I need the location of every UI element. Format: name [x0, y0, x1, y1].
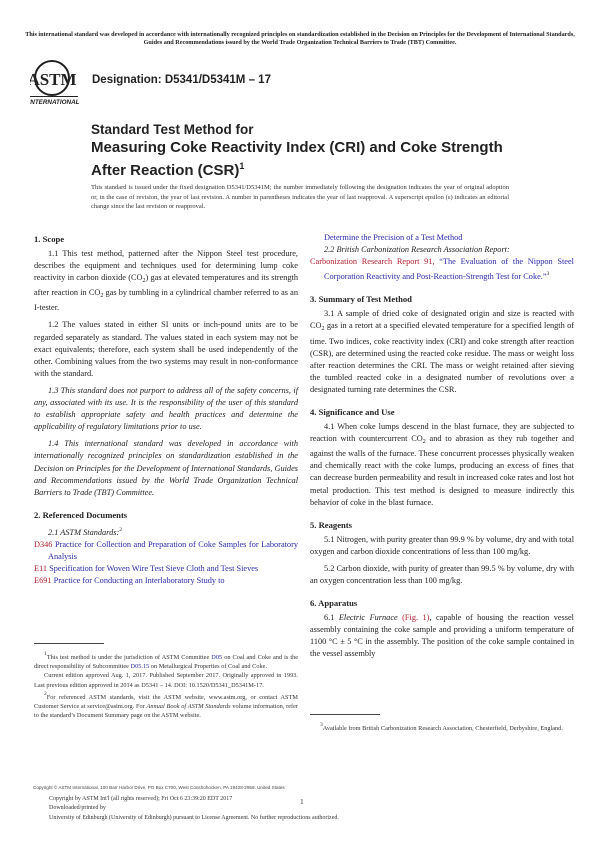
- ref-title-continued[interactable]: Determine the Precision of a Test Method: [324, 233, 463, 242]
- astm-logo-icon: [30, 58, 80, 108]
- ref-e691-continued[interactable]: [310, 232, 574, 244]
- ref-e11[interactable]: [34, 563, 298, 575]
- title-line-2: Measuring Coke Reactivity Index (CRI) and Coke Strength: [91, 139, 503, 156]
- fn2-text-a: For referenced ASTM standards, visit the ASTM website, www.astm.org, or contact ASTM Customer Service at service@astm.org. For: [34, 693, 298, 711]
- footnote-divider: [34, 643, 104, 644]
- rights-line: Copyright by ASTM Int'l (all rights reserved); Fri Oct 6 23:39:20 EDT 2017: [49, 796, 233, 802]
- fn1-text-a: This test method is under the jurisdiction of ASTM Committee: [46, 654, 212, 661]
- p1-1-a: 1.1 This test method, patterned after the Nippon Steel test procedure, describes the equipment and techniques used for determining lump coke reactivity in carbon dioxide (CO: [34, 249, 298, 283]
- svg-text:ASTM: ASTM: [30, 70, 77, 89]
- footnote-3: [310, 721, 574, 733]
- footnote-mark-3[interactable]: 3: [546, 271, 550, 278]
- footnote-3-mark: 3: [320, 722, 323, 728]
- footnote-divider: [310, 714, 380, 715]
- subcommittee-d05-15-link[interactable]: D05.15: [130, 663, 150, 671]
- committee-d05-link[interactable]: D05: [211, 654, 223, 661]
- ref-title[interactable]: “The Evaluation of the Nippon Steel Corporation Reactivity and Post-Reaction-Strength Test for Coke.”: [324, 257, 574, 282]
- p3-1-a: 3.1 A sample of dried coke of designated origin and size is reacted with CO: [310, 309, 574, 331]
- paragraph-1-2: 1.2 The values stated in either SI units or inch-pound units are to be regarded separately as standard. The values stated in each system may not be exact equivalents; therefore, each system shall be used independently of the other. Combining values from the two systems may result in non-conformance with the standard.: [34, 320, 298, 378]
- subscript-2: 2: [321, 326, 325, 333]
- ref-d346[interactable]: [34, 539, 298, 563]
- title-line-3: [91, 157, 503, 180]
- p1-1-b: ) gas at elevated temperatures and its strength after reaction in CO: [34, 273, 298, 298]
- downloaded-line: Downloaded/printed by: [49, 805, 106, 812]
- ref-code[interactable]: Carbonization Research Report 91,: [310, 257, 435, 267]
- p3-1-b: gas in a retort at a specified elevated temperature for a specified length of time. Two indices, coke reactivity index (CRI) and coke strength after reaction (CSR), are determined using the reacted coke residue. The mass or weight loss after reaction determines the CRI. The mass or weight retained after sieving the tumbled reacted coke in a designated number of revolutions over a designated turning rate determines the CSR.: [310, 321, 574, 394]
- tbt-notice: This international standard was developed in accordance with internationally recognized principles on standardization established in the Decision on Principles for the Development of International Standards, Guides and Recommendations issued by the World Trade Organization Technical Barriers to Trade (TBT) Committee.: [25, 31, 575, 47]
- footnote-1-mark: 1: [44, 651, 47, 657]
- left-column: [34, 233, 298, 587]
- issued-note: This standard is issued under the fixed designation D5341/D5341M; the number immediately following the designation indicates the year of original adoption or, in the case of revision, the year of last revision. A number in parentheses indicates the year of last reapproval. A superscript epsilon (ε) indicates an editorial change since the last revision or reapproval.: [91, 184, 509, 211]
- title-footnote-mark[interactable]: 1: [239, 161, 245, 171]
- ref-code[interactable]: D346: [34, 539, 53, 549]
- fn2-italic: Annual Book of ASTM Standards: [146, 703, 231, 711]
- license-line: University of Edinburgh (University of Edinburgh) pursuant to License Agreement. No further reproductions authorized.: [49, 814, 339, 821]
- subsection-2-2: [310, 244, 574, 256]
- paragraph-3-1: [310, 308, 574, 396]
- svg-text:INTERNATIONAL: INTERNATIONAL: [30, 99, 80, 106]
- paragraph-6-1: [310, 612, 574, 660]
- fn3-text: Available from British Carbonization Research Association, Chesterfield, Derbyshire, England.: [322, 725, 563, 732]
- bcra-label: 2.2 British Carbonization Research Association Report:: [324, 245, 510, 255]
- footnotes-right: [310, 714, 574, 733]
- right-column: [310, 232, 574, 665]
- paragraph-5-2: 5.2 Carbon dioxide, with purity of greater than 99.5 % by volume, dry with an oxygen concentration less than 100 mg/kg.: [310, 563, 575, 585]
- p4-1-b: and to abrasion as they rub together and against the walls of the furnace. These concurrent processes physically weaken and chemically react with the coke lumps, producing an excess of fines that can decrease burden permeability and result in increased coke rates and lost hot metal production. This test method is designed to measure indirectly this behavior of coke in the blast furnace.: [310, 434, 575, 507]
- ref-code[interactable]: E691: [34, 576, 52, 586]
- footnotes-left: [34, 643, 298, 720]
- title-line-3-text: After Reaction (CSR): [91, 162, 240, 179]
- section-heading-summary: 3. Summary of Test Method: [310, 294, 412, 305]
- title-line-1: Standard Test Method for: [91, 122, 254, 137]
- p1-1-c: gas by tumbling in a cylindrical chamber referred to as an I-tester.: [34, 288, 298, 313]
- section-heading-apparatus: 6. Apparatus: [310, 598, 358, 609]
- section-heading-significance: 4. Significance and Use: [310, 407, 395, 418]
- section-heading-referenced: 2. Referenced Documents: [34, 509, 128, 520]
- paragraph-4-1: [310, 421, 574, 509]
- subsection-2-1: [34, 524, 298, 539]
- paragraph-1-4: 1.4 This international standard was developed in accordance with internationally recognized principles on standardization established in the Decision on Principles for the Development of International Standards, Guides and Recommendations issued by the World Trade Organization Technical Barriers to Trade (TBT) Committee.: [34, 439, 298, 497]
- paragraph-1-1: [34, 248, 298, 314]
- subscript-2: 2: [142, 278, 146, 285]
- p6-1-num: 6.1: [324, 613, 339, 623]
- footnote-1-edition: Current edition approved Aug. 1, 2017. Published September 2017. Originally approved in 1993. Last previous edition approved in 2014 as D5341 – 14. DOI: 10.1520/D5341_D5341M-17.: [34, 672, 298, 689]
- fig-1-link[interactable]: (Fig. 1): [402, 613, 430, 623]
- ref-title[interactable]: Practice for Collection and Preparation of Coke Samples for Laboratory Analysis: [48, 539, 298, 561]
- fn2-text-b: volume information, refer to the standard’s Document Summary page on the ASTM website.: [34, 703, 299, 720]
- p6-1-rest: , capable of housing the reaction vessel assembly containing the coke sample and providing a uniform temperature of 1100 °C ± 5 °C in the assembly. The position of the coke sample contained in the vessel assembly: [310, 613, 574, 659]
- section-heading-scope: 1. Scope: [34, 234, 65, 244]
- ref-e691[interactable]: [34, 575, 298, 587]
- page-number: 1: [300, 797, 304, 806]
- paragraph-5-1: 5.1 Nitrogen, with purity greater than 99.9 % by volume, dry and with total oxygen and carbon dioxide concentrations of less than 100 mg/kg.: [310, 534, 575, 556]
- copyright-line: Copyright © ASTM International, 100 Barr Harbor Drive, PO Box C700, West Conshohocken, PA 19428-2959. United States: [33, 785, 285, 790]
- ref-title[interactable]: Specification for Woven Wire Test Sieve Cloth and Test Sieves: [49, 564, 259, 574]
- footnote-2: [34, 690, 298, 721]
- footnote-mark-2[interactable]: 2: [119, 526, 122, 533]
- license-block: [49, 795, 339, 823]
- footnote-2-mark: 2: [44, 690, 47, 697]
- subscript-2: 2: [100, 293, 104, 300]
- subscript-2: 2: [422, 439, 426, 446]
- electric-furnace-term: Electric Furnace: [338, 613, 398, 623]
- fn1-text-c: on Metallurgical Properties of Coal and Coke.: [149, 663, 268, 671]
- designation: Designation: D5341/D5341M – 17: [92, 74, 271, 86]
- fn1-text-b: on Coal and Coke and is the direct responsibility of Subcommittee: [34, 654, 299, 671]
- p4-1-a: 4.1 When coke lumps descend in the blast furnace, they are subjected to reaction with countercurrent CO: [310, 422, 574, 444]
- paragraph-1-3: 1.3 This standard does not purport to address all of the safety concerns, if any, associated with its use. It is the responsibility of the user of this standard to establish appropriate safety and health practices and determine the applicability of regulatory limitations prior to use.: [34, 385, 298, 432]
- footnote-1: [34, 650, 298, 671]
- ref-bcra-91[interactable]: [310, 256, 574, 283]
- ref-title[interactable]: Practice for Conducting an Interlaboratory Study to: [53, 576, 225, 586]
- ref-code[interactable]: E11: [34, 564, 48, 574]
- section-heading-reagents: 5. Reagents: [310, 519, 353, 530]
- astm-standards-label: 2.1 ASTM Standards:: [48, 527, 120, 537]
- page-title: [91, 122, 503, 180]
- astm-logo: [30, 58, 80, 108]
